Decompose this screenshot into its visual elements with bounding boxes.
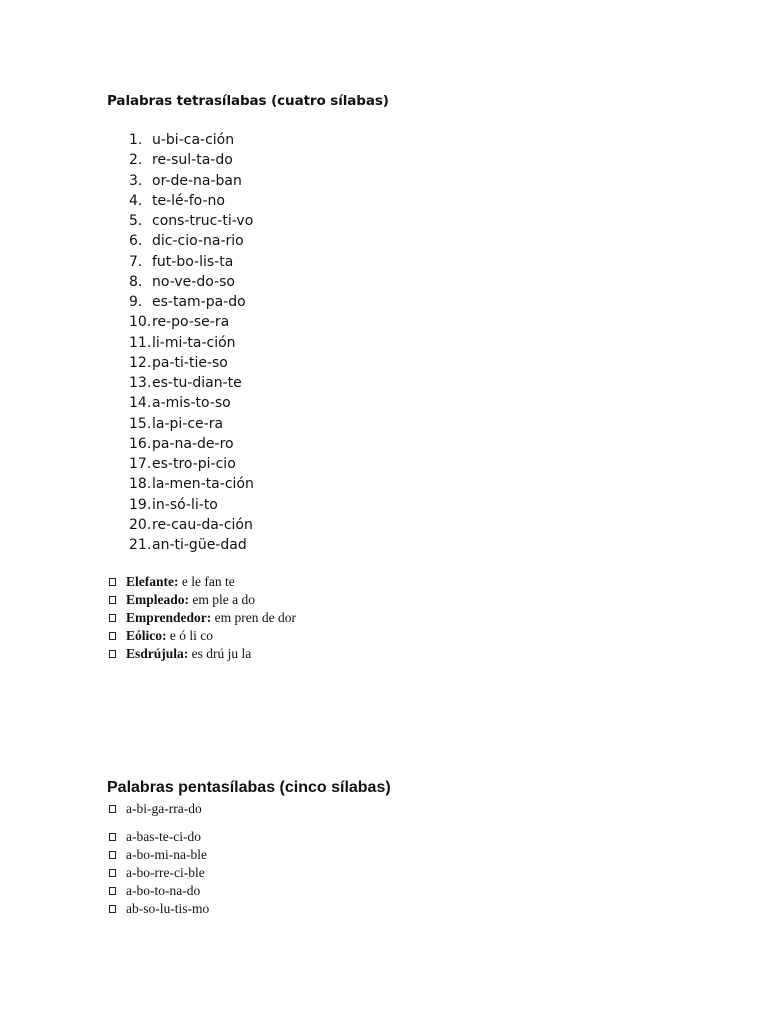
syllables-text: a-bas-te-ci-do [126,829,201,844]
syllables-text: em ple a do [192,592,255,607]
item-text: an-ti-güe-dad [152,537,247,553]
item-text: cons-truc-ti-vo [152,213,254,229]
square-bullet-icon [109,632,116,640]
item-number: 3. [129,172,143,189]
syllables-text: a-bo-to-na-do [126,883,201,898]
item-number: 20. [129,516,152,533]
square-bullet-icon [109,869,116,877]
item-text: la-men-ta-ción [152,476,254,493]
item-text: re-sul-ta-do [152,152,233,169]
item-text: in-só-li-to [152,496,218,513]
square-bullet-icon [109,851,116,859]
item-number: 17. [129,456,152,472]
square-bullet-icon [109,614,116,622]
word-label: Eólico: [126,628,167,643]
word-label: Emprendedor: [126,610,212,625]
item-number: 10. [129,314,152,331]
item-number: 6. [129,233,143,250]
item-number: 12. [129,354,152,371]
item-number: 14. [129,395,152,412]
section-title-tetrasilabas: Palabras tetrasílabas (cuatro sílabas) [107,93,389,109]
item-number: 1. [129,132,143,148]
item-number: 11. [129,334,152,351]
item-text: la-pi-ce-ra [152,415,224,432]
syllables-text: ab-so-lu-tis-mo [126,901,210,916]
item-text: pa-na-de-ro [152,435,234,452]
item-text: fut-bo-lis-ta [152,253,234,270]
syllables-text: a-bi-ga-rra-do [126,801,202,816]
item-text: or-de-na-ban [152,172,242,189]
item-number: 21. [129,537,152,553]
word-label: Elefante: [126,574,179,589]
item-text: a-mis-to-so [152,395,231,412]
item-text: es-tro-pi-cio [152,456,236,472]
word-label: Esdrújula: [126,646,189,661]
item-number: 15. [129,415,152,432]
item-text: es-tam-pa-do [152,294,246,310]
item-number: 13. [129,375,152,391]
square-bullet-icon [109,905,116,913]
item-number: 7. [129,253,143,270]
item-number: 5. [129,213,143,229]
item-number: 19. [129,496,152,513]
item-number: 16. [129,435,152,452]
square-bullet-icon [109,578,116,586]
square-bullet-icon [109,650,116,658]
item-text: te-lé-fo-no [152,192,225,209]
item-text: li-mi-ta-ción [152,334,236,351]
square-bullet-icon [109,887,116,895]
syllables-text: a-bo-mi-na-ble [126,847,207,862]
item-text: u-bi-ca-ción [152,132,235,148]
item-number: 8. [129,273,143,290]
item-number: 9. [129,294,143,310]
syllables-text: e le fan te [181,574,235,589]
syllables-text: e ó li co [169,628,213,643]
item-number: 18. [129,476,152,493]
item-text: re-po-se-ra [152,314,230,331]
syllables-text: es drú ju la [191,646,252,661]
item-text: pa-ti-tie-so [152,354,228,371]
square-bullet-icon [109,833,116,841]
word-label: Empleado: [126,592,190,607]
item-text: es-tu-dian-te [152,375,242,391]
square-bullet-icon [109,596,116,604]
item-text: no-ve-do-so [152,273,235,290]
syllables-text: a-bo-rre-ci-ble [126,865,205,880]
item-text: dic-cio-na-rio [152,233,244,250]
section-title-pentasilabas: Palabras pentasílabas (cinco sílabas) [107,779,391,796]
item-text: re-cau-da-ción [152,516,253,533]
syllables-text: em pren de dor [214,610,296,625]
item-number: 4. [129,192,143,209]
square-bullet-icon [109,805,116,813]
item-number: 2. [129,152,143,169]
